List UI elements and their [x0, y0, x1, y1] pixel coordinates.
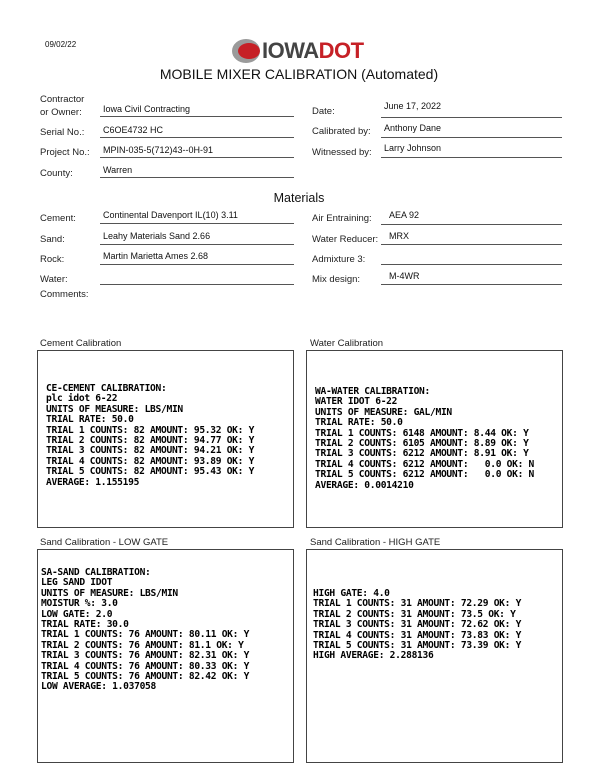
rock-label: Rock:: [40, 254, 65, 265]
printout-line: UNITS OF MEASURE: GAL/MIN: [315, 406, 452, 418]
printout-line: TRIAL 1 COUNTS: 82 AMOUNT: 95.32 OK: Y: [46, 424, 255, 436]
printout-line: TRIAL 1 COUNTS: 6148 AMOUNT: 8.44 OK: Y: [315, 427, 529, 439]
iowa-dot-logo: [232, 38, 364, 64]
admixture-label: Admixture 3:: [312, 254, 366, 265]
witnessed-by-value: Larry Johnson: [384, 143, 442, 153]
printout-line: LOW AVERAGE: 1.037058: [41, 681, 156, 693]
printout-line: LEG SAND IDOT: [41, 577, 113, 589]
water-reducer-underline: [381, 244, 562, 245]
printout-line: HIGH GATE: 4.0: [313, 588, 390, 599]
printout-line: CE-CEMENT CALIBRATION:: [46, 383, 167, 394]
sand-high-calibration-title: Sand Calibration - HIGH GATE: [310, 537, 441, 548]
printout-line: LOW GATE: 2.0: [41, 608, 113, 620]
water-printout: [315, 387, 534, 491]
serial-underline: [100, 137, 294, 138]
document-title: MOBILE MIXER CALIBRATION (Automated): [159, 66, 439, 82]
logo-dot: DOT: [318, 38, 364, 63]
mix-design-label: Mix design:: [312, 274, 361, 285]
admixture-underline: [381, 264, 562, 265]
mix-design-underline: [381, 284, 562, 285]
county-label: County:: [40, 168, 73, 179]
calibrated-by-label: Calibrated by:: [312, 126, 371, 137]
air-entraining-label: Air Entraining:: [312, 213, 372, 224]
printout-line: TRIAL 2 COUNTS: 6105 AMOUNT: 8.89 OK: Y: [315, 437, 529, 449]
date-label: Date:: [312, 106, 335, 117]
serial-value: C6OE4732 HC: [103, 125, 164, 135]
cement-value: Continental Davenport IL(10) 3.11: [103, 210, 238, 220]
printout-line: TRIAL 3 COUNTS: 6212 AMOUNT: 8.91 OK: Y: [315, 448, 529, 460]
contractor-label-2: or Owner:: [40, 107, 82, 118]
cement-printout: [46, 384, 254, 488]
printout-line: MOISTUR %: 3.0: [41, 598, 118, 610]
printout-line: plc idot 6-22: [46, 393, 118, 405]
contractor-label-1: Contractor: [40, 94, 85, 105]
mix-design-value: M-4WR: [389, 271, 420, 281]
project-underline: [100, 157, 294, 158]
printout-line: UNITS OF MEASURE: LBS/MIN: [41, 587, 178, 599]
sand-underline: [100, 244, 294, 245]
printout-line: TRIAL 4 COUNTS: 6212 AMOUNT: 0.0 OK: N: [315, 458, 535, 470]
printout-line: UNITS OF MEASURE: LBS/MIN: [46, 403, 183, 415]
county-value: Warren: [103, 165, 133, 175]
printout-line: TRIAL 1 COUNTS: 31 AMOUNT: 72.29 OK: Y: [313, 598, 522, 610]
calibrated-by-underline: [381, 137, 562, 138]
witnessed-by-label: Witnessed by:: [312, 147, 372, 158]
rock-underline: [100, 264, 294, 265]
county-underline: [100, 177, 294, 178]
cement-calibration-panel: [37, 350, 294, 528]
cement-calibration-title: Cement Calibration: [40, 338, 122, 349]
logo-text: [262, 38, 364, 64]
printout-line: TRIAL RATE: 50.0: [315, 417, 403, 429]
water-reducer-label: Water Reducer:: [312, 234, 379, 245]
water-calibration-title: Water Calibration: [310, 338, 384, 349]
printout-line: TRIAL 2 COUNTS: 76 AMOUNT: 81.1 OK: Y: [41, 639, 244, 651]
date-value: June 17, 2022: [384, 101, 442, 111]
printout-line: TRIAL 5 COUNTS: 6212 AMOUNT: 0.0 OK: N: [315, 469, 535, 481]
printout-line: TRIAL RATE: 50.0: [46, 414, 134, 426]
printout-line: TRIAL 4 COUNTS: 82 AMOUNT: 93.89 OK: Y: [46, 455, 255, 467]
printout-line: TRIAL 4 COUNTS: 76 AMOUNT: 80.33 OK: Y: [41, 660, 250, 672]
project-value: MPIN-035-5(712)43--0H-91: [103, 145, 214, 155]
printout-line: WATER IDOT 6-22: [315, 396, 398, 408]
water-label: Water:: [40, 274, 68, 285]
sand-high-calibration-panel: [306, 549, 563, 763]
materials-heading: Materials: [273, 191, 325, 205]
printout-line: TRIAL 5 COUNTS: 76 AMOUNT: 82.42 OK: Y: [41, 670, 250, 682]
cement-underline: [100, 223, 294, 224]
date-underline: [381, 117, 562, 118]
printout-line: TRIAL 2 COUNTS: 82 AMOUNT: 94.77 OK: Y: [46, 434, 255, 446]
cement-label: Cement:: [40, 213, 76, 224]
logo-iowa: IOWA: [262, 38, 319, 63]
sand-low-printout: [41, 568, 249, 693]
sand-low-calibration-title: Sand Calibration - LOW GATE: [40, 537, 169, 548]
document-date: 09/02/22: [45, 40, 77, 49]
comments-label: Comments:: [40, 289, 89, 300]
water-underline: [100, 284, 294, 285]
printout-line: TRIAL RATE: 30.0: [41, 618, 129, 630]
calibrated-by-value: Anthony Dane: [384, 123, 442, 133]
air-entraining-value: AEA 92: [389, 210, 420, 220]
printout-line: TRIAL 3 COUNTS: 76 AMOUNT: 82.31 OK: Y: [41, 650, 250, 662]
printout-line: WA-WATER CALIBRATION:: [315, 386, 430, 397]
printout-line: AVERAGE: 0.0014210: [315, 479, 414, 491]
printout-line: TRIAL 1 COUNTS: 76 AMOUNT: 80.11 OK: Y: [41, 629, 250, 641]
witnessed-by-underline: [381, 157, 562, 158]
printout-line: TRIAL 5 COUNTS: 82 AMOUNT: 95.43 OK: Y: [46, 466, 255, 478]
printout-line: TRIAL 5 COUNTS: 31 AMOUNT: 73.39 OK: Y: [313, 639, 522, 651]
printout-line: HIGH AVERAGE: 2.288136: [313, 650, 434, 662]
printout-line: SA-SAND CALIBRATION:: [41, 567, 151, 578]
printout-line: TRIAL 2 COUNTS: 31 AMOUNT: 73.5 OK: Y: [313, 608, 516, 620]
printout-line: TRIAL 3 COUNTS: 82 AMOUNT: 94.21 OK: Y: [46, 445, 255, 457]
serial-label: Serial No.:: [40, 127, 85, 138]
sand-low-calibration-panel: [37, 549, 294, 763]
air-entraining-underline: [381, 224, 562, 225]
printout-line: TRIAL 4 COUNTS: 31 AMOUNT: 73.83 OK: Y: [313, 629, 522, 641]
sand-label: Sand:: [40, 234, 65, 245]
printout-line: TRIAL 3 COUNTS: 31 AMOUNT: 72.62 OK: Y: [313, 619, 522, 631]
water-calibration-panel: [306, 350, 563, 528]
iowa-dot-logo-mark-icon: [232, 39, 260, 63]
sand-high-printout: [313, 589, 521, 662]
contractor-value: Iowa Civil Contracting: [103, 104, 191, 114]
project-label: Project No.:: [40, 147, 90, 158]
sand-value: Leahy Materials Sand 2.66: [103, 231, 211, 241]
contractor-underline: [100, 116, 294, 117]
printout-line: AVERAGE: 1.155195: [46, 476, 140, 488]
water-reducer-value: MRX: [389, 231, 409, 241]
rock-value: Martin Marietta Ames 2.68: [103, 251, 209, 261]
